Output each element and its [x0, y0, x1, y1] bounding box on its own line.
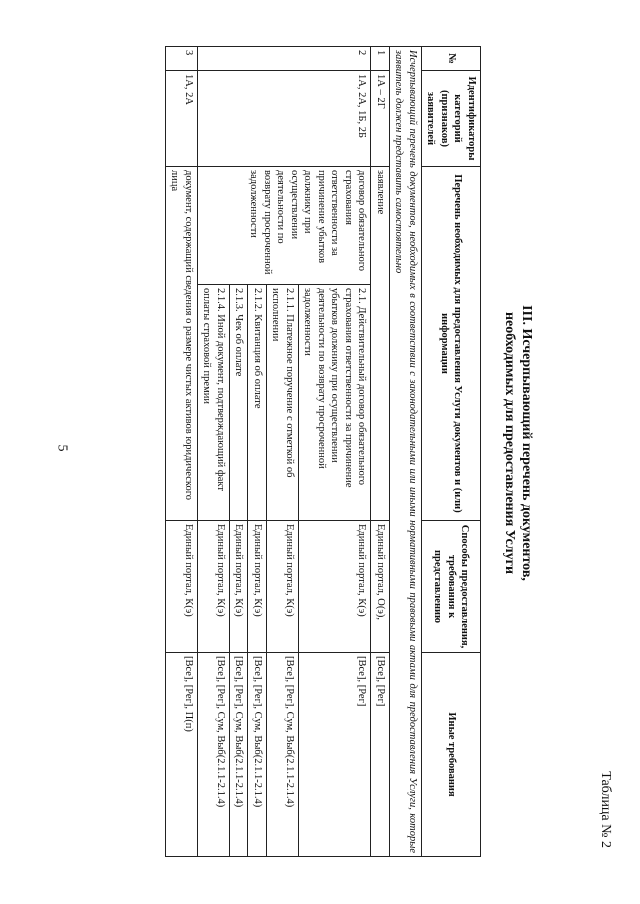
header-ways: Способы предоставления, требования к представлению	[422, 521, 481, 653]
row-ways: Единый портал, К(э)	[166, 521, 198, 653]
sub-ways: Единый портал, К(э)	[267, 521, 299, 653]
header-docs: Перечень необходимых для предоставления Услуги документов и (или) информации	[422, 167, 481, 521]
table-row	[371, 47, 390, 857]
sub-other: [Все], [Рег], Сум, Выб(2.1.1-2.1.4)	[230, 653, 249, 857]
row-ids: 1А – 2Г	[371, 71, 390, 167]
sub-ways: Единый портал, К(э)	[230, 521, 249, 653]
section-title-line-1: III. Исчерпывающий перечень документов,	[519, 305, 534, 581]
intro-row	[390, 47, 422, 857]
row-number: 1	[371, 47, 390, 71]
table-label: Таблица № 2	[598, 771, 613, 848]
row-ids: 1А, 2А	[166, 71, 198, 167]
section-title	[501, 18, 535, 868]
sub-document: 2.1.1. Платежное поручение с отметкой об исполнении	[267, 285, 299, 521]
section-title-line-2: необходимых для предоставления Услуги	[502, 311, 517, 575]
page-number: 5	[54, 444, 70, 452]
sub-other: [Все], [Рег]	[299, 653, 372, 857]
header-other: Иные требования	[422, 653, 481, 857]
row-number: 3	[166, 47, 198, 71]
sub-document: 2.1.3. Чек об оплате	[230, 285, 249, 521]
table-row	[166, 47, 198, 857]
sub-other: [Все], [Рег], Сум, Выб(2.1.1-2.1.4)	[267, 653, 299, 857]
row-document: заявление	[371, 167, 390, 521]
table-row	[299, 47, 372, 857]
sub-ways: Единый портал, К(э)	[198, 521, 230, 653]
sub-document: 2.1.4. Иной документ, подтверждающий факт оплаты страховой премии	[198, 285, 230, 521]
row-document: документ, содержащий сведения о размере чистых активов юридического лица	[166, 167, 198, 521]
row-other: [Все], [Рег]	[371, 653, 390, 857]
intro-text: Исчерпывающий перечень документов, необходимых в соответствии с законодательными или иными нормативными правовыми актами для предоставления Услуги, которые заявитель должен представить самостоятельно	[390, 47, 422, 857]
row-group-document: договор обязательного страхования ответственности за причинение убытков должнику при осуществлении деятельности по возврату просроченной задолженности	[198, 167, 372, 285]
sub-document: 2.1.2. Квитанция об оплате	[248, 285, 267, 521]
rotated-page-content	[25, 18, 615, 868]
sub-ways: Единый портал, К(э)	[299, 521, 372, 653]
row-ids: 1А, 2А, 1Б, 2Б	[198, 71, 372, 167]
sub-other: [Все], [Рег], Сум, Выб(2.1.1-2.1.4)	[198, 653, 230, 857]
sub-ways: Единый портал, К(э)	[248, 521, 267, 653]
row-number: 2	[198, 47, 372, 71]
header-ids: Идентификаторы категорий (признаков) заявителей	[422, 71, 481, 167]
header-row	[422, 47, 481, 857]
row-ways: Единый портал, О(э),	[371, 521, 390, 653]
row-other: [Все], [Рег], П(п)	[166, 653, 198, 857]
sub-other: [Все], [Рег], Сум, Выб(2.1.1-2.1.4)	[248, 653, 267, 857]
documents-table	[165, 46, 481, 857]
sub-document: 2.1. Действительный договор обязательного страхования ответственности за причинение убытков должнику при осуществлении деятельности по возврату просроченной задолженности	[299, 285, 372, 521]
header-num: №	[422, 47, 481, 71]
